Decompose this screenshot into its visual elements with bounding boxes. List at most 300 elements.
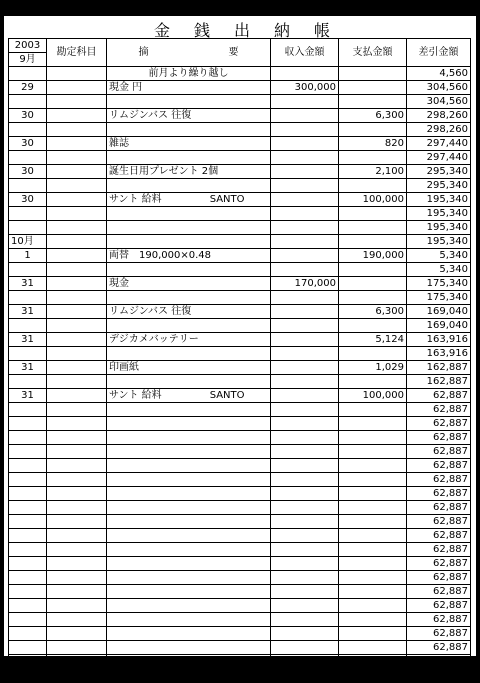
income-cell xyxy=(271,221,339,235)
balance-cell: 304,560 xyxy=(407,95,471,109)
income-cell xyxy=(271,403,339,417)
date-cell xyxy=(9,473,47,487)
balance-cell: 175,340 xyxy=(407,291,471,305)
expense-cell xyxy=(339,585,407,599)
balance-cell: 62,887 xyxy=(407,389,471,403)
balance-cell: 195,340 xyxy=(407,207,471,221)
account-cell xyxy=(47,403,107,417)
account-cell xyxy=(47,207,107,221)
balance-cell: 62,887 xyxy=(407,515,471,529)
description-cell xyxy=(107,627,271,641)
table-row xyxy=(9,81,471,95)
income-cell xyxy=(271,123,339,137)
balance-cell: 298,260 xyxy=(407,123,471,137)
description-cell xyxy=(107,347,271,361)
date-cell xyxy=(9,641,47,655)
income-cell xyxy=(271,501,339,515)
account-cell xyxy=(47,445,107,459)
income-cell xyxy=(271,151,339,165)
description-cell xyxy=(107,571,271,585)
balance-cell: 295,340 xyxy=(407,179,471,193)
balance-cell: 62,887 xyxy=(407,417,471,431)
income-cell xyxy=(271,179,339,193)
expense-cell: 2,100 xyxy=(339,165,407,179)
total-label: 合計 xyxy=(47,669,107,683)
balance-cell: 62,887 xyxy=(407,599,471,613)
table-row xyxy=(9,543,471,557)
total-income: 470,000 xyxy=(271,669,339,683)
expense-cell xyxy=(339,627,407,641)
description-cell xyxy=(107,235,271,249)
expense-cell xyxy=(339,179,407,193)
date-cell xyxy=(9,319,47,333)
description-extra: SANTO xyxy=(209,194,245,205)
table-row xyxy=(9,529,471,543)
income-cell xyxy=(271,641,339,655)
table-row xyxy=(9,95,471,109)
expense-cell xyxy=(339,501,407,515)
header-desc-1: 摘 xyxy=(138,47,149,58)
date-cell xyxy=(9,613,47,627)
description-text: 現金 円 xyxy=(109,82,143,93)
title-char: 納 xyxy=(274,21,291,40)
total-expense: 411,673 xyxy=(339,669,407,683)
income-cell xyxy=(271,571,339,585)
date-cell xyxy=(9,459,47,473)
description-cell xyxy=(107,179,271,193)
account-cell xyxy=(47,67,107,81)
balance-cell: 62,887 xyxy=(407,445,471,459)
balance-cell: 169,040 xyxy=(407,319,471,333)
balance-cell: 175,340 xyxy=(407,277,471,291)
account-cell xyxy=(47,347,107,361)
date-cell xyxy=(9,179,47,193)
table-row xyxy=(9,459,471,473)
date-cell: 10月 xyxy=(9,235,47,249)
income-cell xyxy=(271,67,339,81)
description-cell xyxy=(107,305,271,319)
description-cell xyxy=(107,501,271,515)
income-cell xyxy=(271,137,339,151)
expense-cell: 100,000 xyxy=(339,193,407,207)
date-cell: 1 xyxy=(9,249,47,263)
table-row xyxy=(9,403,471,417)
table-row xyxy=(9,613,471,627)
total-balance: 58,327 xyxy=(407,669,471,683)
date-cell xyxy=(9,347,47,361)
description-cell xyxy=(107,109,271,123)
income-cell xyxy=(271,375,339,389)
income-cell xyxy=(271,193,339,207)
income-cell xyxy=(271,543,339,557)
expense-cell: 100,000 xyxy=(339,389,407,403)
date-cell xyxy=(9,403,47,417)
description-cell xyxy=(107,263,271,277)
table-row xyxy=(9,599,471,613)
income-cell xyxy=(271,207,339,221)
balance-cell: 62,887 xyxy=(407,529,471,543)
description-cell xyxy=(107,543,271,557)
description-cell xyxy=(107,95,271,109)
account-cell xyxy=(47,473,107,487)
balance-cell: 62,887 xyxy=(407,487,471,501)
table-row xyxy=(9,417,471,431)
description-cell xyxy=(107,459,271,473)
table-row xyxy=(9,193,471,207)
table-row xyxy=(9,487,471,501)
account-cell xyxy=(47,487,107,501)
table-row xyxy=(9,627,471,641)
description-cell xyxy=(107,403,271,417)
account-cell xyxy=(47,431,107,445)
title-char: 出 xyxy=(234,21,251,40)
description-cell xyxy=(107,599,271,613)
account-cell xyxy=(47,165,107,179)
balance-cell: 62,887 xyxy=(407,571,471,585)
expense-cell: 6,300 xyxy=(339,305,407,319)
account-cell xyxy=(47,543,107,557)
description-cell xyxy=(107,151,271,165)
date-cell xyxy=(9,221,47,235)
description-cell xyxy=(107,277,271,291)
description-text: サント 給料 xyxy=(109,194,162,205)
balance-cell: 304,560 xyxy=(407,81,471,95)
account-cell xyxy=(47,459,107,473)
date-cell xyxy=(9,599,47,613)
income-cell xyxy=(271,515,339,529)
table-row xyxy=(9,221,471,235)
expense-cell xyxy=(339,221,407,235)
account-cell xyxy=(47,81,107,95)
date-cell xyxy=(9,445,47,459)
header-year: 2003 xyxy=(9,39,47,53)
account-cell xyxy=(47,515,107,529)
total-blank xyxy=(9,669,47,683)
table-row xyxy=(9,655,471,669)
balance-cell: 62,887 xyxy=(407,585,471,599)
expense-cell xyxy=(339,613,407,627)
date-cell xyxy=(9,431,47,445)
income-cell xyxy=(271,333,339,347)
account-cell xyxy=(47,319,107,333)
expense-cell xyxy=(339,655,407,669)
date-cell xyxy=(9,515,47,529)
ledger-sheet xyxy=(4,16,476,681)
balance-cell: 62,887 xyxy=(407,501,471,515)
income-cell xyxy=(271,557,339,571)
description-cell xyxy=(107,487,271,501)
description-cell xyxy=(107,557,271,571)
description-text: リムジンバス 往復 xyxy=(109,110,192,121)
table-row xyxy=(9,305,471,319)
balance-cell: 4,560 xyxy=(407,67,471,81)
expense-cell xyxy=(339,347,407,361)
header-balance: 差引金額 xyxy=(407,39,471,67)
balance-cell: 169,040 xyxy=(407,305,471,319)
income-cell xyxy=(271,389,339,403)
balance-cell: 5,340 xyxy=(407,263,471,277)
description-cell xyxy=(107,291,271,305)
account-cell xyxy=(47,109,107,123)
description-cell xyxy=(107,473,271,487)
expense-cell xyxy=(339,319,407,333)
table-row xyxy=(9,347,471,361)
table-row xyxy=(9,473,471,487)
balance-cell: 5,340 xyxy=(407,249,471,263)
account-cell xyxy=(47,627,107,641)
income-cell xyxy=(271,361,339,375)
account-cell xyxy=(47,151,107,165)
date-cell xyxy=(9,501,47,515)
account-cell xyxy=(47,193,107,207)
date-cell xyxy=(9,585,47,599)
account-cell xyxy=(47,557,107,571)
description-text: 現金 xyxy=(109,278,129,289)
table-row xyxy=(9,389,471,403)
expense-cell xyxy=(339,375,407,389)
table-row xyxy=(9,165,471,179)
income-cell xyxy=(271,459,339,473)
income-cell xyxy=(271,263,339,277)
expense-cell xyxy=(339,263,407,277)
expense-cell xyxy=(339,571,407,585)
balance-cell: 62,887 xyxy=(407,431,471,445)
header-row-1 xyxy=(9,39,471,53)
ledger-table xyxy=(8,38,471,683)
description-cell xyxy=(107,361,271,375)
description-text: 印画紙 xyxy=(109,362,139,373)
income-cell xyxy=(271,417,339,431)
account-cell xyxy=(47,417,107,431)
income-cell xyxy=(271,431,339,445)
description-text: 前月より繰り越し xyxy=(148,68,229,79)
description-cell xyxy=(107,613,271,627)
table-row xyxy=(9,179,471,193)
income-cell xyxy=(271,599,339,613)
account-cell xyxy=(47,263,107,277)
table-row xyxy=(9,431,471,445)
balance-cell: 163,916 xyxy=(407,333,471,347)
description-cell xyxy=(107,655,271,669)
date-cell xyxy=(9,529,47,543)
date-cell xyxy=(9,557,47,571)
description-cell xyxy=(107,333,271,347)
account-cell xyxy=(47,249,107,263)
description-text: 誕生日用プレゼント 2個 xyxy=(109,166,219,177)
income-cell xyxy=(271,473,339,487)
income-cell: 300,000 xyxy=(271,81,339,95)
date-cell: 31 xyxy=(9,361,47,375)
balance-cell: 162,887 xyxy=(407,375,471,389)
expense-cell xyxy=(339,291,407,305)
date-cell xyxy=(9,627,47,641)
account-cell xyxy=(47,655,107,669)
balance-cell: 297,440 xyxy=(407,137,471,151)
account-cell xyxy=(47,571,107,585)
account-cell xyxy=(47,179,107,193)
income-cell xyxy=(271,627,339,641)
table-row xyxy=(9,277,471,291)
date-cell xyxy=(9,95,47,109)
expense-cell xyxy=(339,641,407,655)
expense-cell: 820 xyxy=(339,137,407,151)
expense-cell xyxy=(339,473,407,487)
balance-cell: 163,916 xyxy=(407,347,471,361)
table-row xyxy=(9,501,471,515)
description-cell xyxy=(107,431,271,445)
balance-cell: 62,887 xyxy=(407,403,471,417)
expense-cell xyxy=(339,445,407,459)
date-cell: 31 xyxy=(9,333,47,347)
date-cell xyxy=(9,375,47,389)
income-cell xyxy=(271,585,339,599)
account-cell xyxy=(47,585,107,599)
table-row xyxy=(9,445,471,459)
table-row xyxy=(9,151,471,165)
table-row xyxy=(9,557,471,571)
date-cell xyxy=(9,263,47,277)
expense-cell xyxy=(339,67,407,81)
income-cell xyxy=(271,529,339,543)
expense-cell xyxy=(339,417,407,431)
expense-cell xyxy=(339,515,407,529)
expense-cell xyxy=(339,543,407,557)
table-row xyxy=(9,137,471,151)
income-cell xyxy=(271,305,339,319)
table-row xyxy=(9,67,471,81)
header-desc-2: 要 xyxy=(228,47,239,58)
table-row xyxy=(9,375,471,389)
account-cell xyxy=(47,333,107,347)
account-cell xyxy=(47,235,107,249)
description-cell xyxy=(107,81,271,95)
date-cell xyxy=(9,67,47,81)
header-expense: 支払金額 xyxy=(339,39,407,67)
balance-cell: 62,887 xyxy=(407,557,471,571)
date-cell: 31 xyxy=(9,389,47,403)
expense-cell xyxy=(339,599,407,613)
ledger-title xyxy=(4,16,476,38)
income-cell: 170,000 xyxy=(271,277,339,291)
income-cell xyxy=(271,95,339,109)
balance-cell: 62,887 xyxy=(407,543,471,557)
account-cell xyxy=(47,599,107,613)
expense-cell xyxy=(339,81,407,95)
income-cell xyxy=(271,613,339,627)
date-cell: 30 xyxy=(9,137,47,151)
description-cell xyxy=(107,249,271,263)
description-cell xyxy=(107,193,271,207)
header-account: 勘定科目 xyxy=(47,39,107,67)
account-cell xyxy=(47,95,107,109)
account-cell xyxy=(47,613,107,627)
table-row xyxy=(9,123,471,137)
date-cell: 31 xyxy=(9,305,47,319)
date-cell: 31 xyxy=(9,277,47,291)
expense-cell xyxy=(339,235,407,249)
description-text: リムジンバス 往復 xyxy=(109,306,192,317)
date-cell xyxy=(9,151,47,165)
expense-cell xyxy=(339,123,407,137)
table-row xyxy=(9,515,471,529)
expense-cell xyxy=(339,529,407,543)
income-cell xyxy=(271,655,339,669)
description-cell xyxy=(107,417,271,431)
balance-cell: 62,887 xyxy=(407,473,471,487)
account-cell xyxy=(47,137,107,151)
table-row xyxy=(9,207,471,221)
expense-cell xyxy=(339,403,407,417)
expense-cell xyxy=(339,459,407,473)
date-cell: 30 xyxy=(9,193,47,207)
balance-cell: 295,340 xyxy=(407,165,471,179)
income-cell xyxy=(271,319,339,333)
description-cell xyxy=(107,123,271,137)
description-cell xyxy=(107,375,271,389)
income-cell xyxy=(271,109,339,123)
header-income: 収入金額 xyxy=(271,39,339,67)
balance-cell: 298,260 xyxy=(407,109,471,123)
balance-cell: 62,887 xyxy=(407,641,471,655)
table-row xyxy=(9,319,471,333)
date-cell xyxy=(9,291,47,305)
balance-cell: 62,887 xyxy=(407,655,471,669)
description-cell xyxy=(107,529,271,543)
date-cell xyxy=(9,207,47,221)
description-text: 両替 190,000×0.48 xyxy=(109,250,211,261)
income-cell xyxy=(271,235,339,249)
account-cell xyxy=(47,529,107,543)
description-cell xyxy=(107,445,271,459)
account-cell xyxy=(47,641,107,655)
balance-cell: 162,887 xyxy=(407,361,471,375)
account-cell xyxy=(47,221,107,235)
income-cell xyxy=(271,165,339,179)
expense-cell xyxy=(339,277,407,291)
account-cell xyxy=(47,123,107,137)
balance-cell: 62,887 xyxy=(407,459,471,473)
expense-cell xyxy=(339,95,407,109)
account-cell xyxy=(47,501,107,515)
balance-cell: 62,887 xyxy=(407,613,471,627)
expense-cell xyxy=(339,207,407,221)
description-cell xyxy=(107,515,271,529)
description-extra: SANTO xyxy=(209,390,245,401)
header-month: 9月 xyxy=(9,53,47,67)
table-row xyxy=(9,641,471,655)
description-text: デジカメバッテリー xyxy=(109,334,199,345)
income-cell xyxy=(271,249,339,263)
total-yen: ￥ xyxy=(107,669,271,683)
account-cell xyxy=(47,389,107,403)
date-cell xyxy=(9,487,47,501)
date-cell xyxy=(9,543,47,557)
table-row xyxy=(9,263,471,277)
account-cell xyxy=(47,277,107,291)
balance-cell: 195,340 xyxy=(407,193,471,207)
balance-cell: 62,887 xyxy=(407,627,471,641)
description-cell xyxy=(107,585,271,599)
balance-cell: 297,440 xyxy=(407,151,471,165)
expense-cell: 190,000 xyxy=(339,249,407,263)
date-cell: 30 xyxy=(9,109,47,123)
date-cell xyxy=(9,655,47,669)
date-cell: 29 xyxy=(9,81,47,95)
table-row xyxy=(9,585,471,599)
title-char: 帳 xyxy=(314,21,331,40)
description-cell xyxy=(107,137,271,151)
table-row xyxy=(9,249,471,263)
